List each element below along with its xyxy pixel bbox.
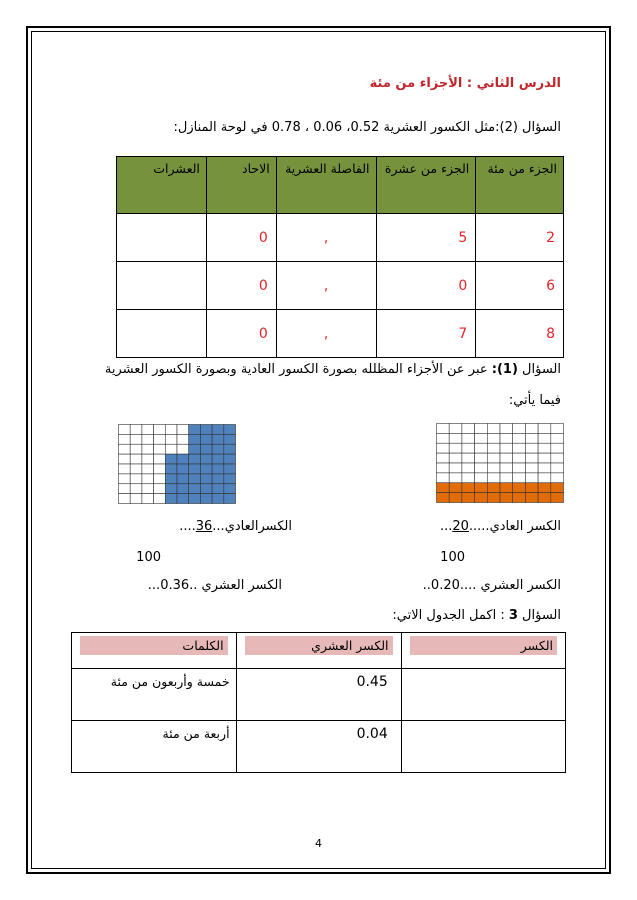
grid-cell [130,484,142,494]
grid-cell [165,454,177,464]
table-row [117,214,564,262]
cell-ones: 0 [206,310,276,358]
header-words: الكلمات [72,633,237,669]
grid-cell [130,474,142,484]
question-3 [392,608,561,623]
cell-decimal-point: , [276,214,376,262]
grid-cell [212,464,224,474]
grid-cell [513,463,526,473]
question-3-number: 3 [508,608,518,623]
grid-cell [165,474,177,484]
grid-cell [177,454,189,464]
grid-cell [142,454,154,464]
cell-tens[interactable] [117,214,207,262]
grid-cell [513,424,526,434]
grid-cell [189,425,201,435]
grid-cell [449,473,462,483]
grid-cell [487,483,500,493]
grid-cell [500,453,513,463]
place-value-header-row [117,157,564,214]
grid-cell [449,424,462,434]
right-common-fraction [440,519,561,534]
grid-cell [437,483,450,493]
grid-cell [462,463,475,473]
grid-cell [142,484,154,494]
grid-cell [200,454,212,464]
grid-cell [513,473,526,483]
grid-cell [119,464,131,474]
grid-cell [142,434,154,444]
grid-cell [119,425,131,435]
lesson-title: الدرس الثاني : الأجزاء من مئة [369,76,561,91]
grid-cell [462,453,475,463]
grid-cell [119,454,131,464]
right-common-label: الكسر العادي [489,519,561,534]
grid-cell [500,483,513,493]
dots: .... [179,519,196,534]
grid-cell [224,474,236,484]
grid-cell [551,493,564,503]
grid-cell [200,494,212,504]
grid-cell [142,464,154,474]
grid-cell [130,464,142,474]
grid-cell [551,483,564,493]
cell-ones: 0 [206,262,276,310]
dots: ... [439,519,453,534]
grid-cell [200,425,212,435]
grid-cell [449,483,462,493]
grid-cell [437,443,450,453]
grid-cell [189,454,201,464]
grid-cell [437,463,450,473]
question-3-text: : اكمل الجدول الاتي: [392,608,509,623]
cell-words: خمسة وأربعون من مئة [72,669,237,721]
left-denominator: 100 [136,550,161,565]
table-row [117,310,564,358]
grid-cell [212,444,224,454]
question-1-number: (1): [491,362,518,377]
grid-cell [525,473,538,483]
grid-cell [142,474,154,484]
grid-cell [177,434,189,444]
grid-cell [538,493,551,503]
grid-cell [154,474,166,484]
grid-cell [538,424,551,434]
grid-cell [212,434,224,444]
grid-cell [525,433,538,443]
grid-cell [437,453,450,463]
grid-cell [154,494,166,504]
table-row [72,721,566,773]
grid-cell [449,433,462,443]
cell-decimal-point: , [276,262,376,310]
dots: ... [212,519,225,534]
header-fraction: الكسر [401,633,565,669]
grid-cell [551,463,564,473]
grid-cell [119,484,131,494]
grid-cell [449,463,462,473]
grid-cell [475,443,488,453]
grid-cell [475,433,488,443]
grid-cell [449,453,462,463]
cell-tenths: 5 [376,214,476,262]
grid-cell [513,443,526,453]
question-1-line-2: فيما يأتي: [508,393,561,408]
question-2 [174,120,561,135]
grid-cell [513,453,526,463]
header-hundredths: الجزء من مئة [476,157,564,214]
grid-cell [462,483,475,493]
grid-cell [487,443,500,453]
cell-hundredths: 2 [476,214,564,262]
grid-cell [551,443,564,453]
right-decimal-fraction [423,578,561,593]
grid-cell [177,444,189,454]
cell-words: أربعة من مئة [72,721,237,773]
question-1-prefix: السؤال [517,362,561,377]
grid-cell [525,443,538,453]
header-decimal-point: الفاصلة العشرية [276,157,376,214]
right-denominator: 100 [440,550,465,565]
completion-header-row [72,633,566,669]
grid-cell [487,433,500,443]
cell-ones: 0 [206,214,276,262]
grid-cell [500,424,513,434]
grid-cell [551,453,564,463]
grid-cell [154,434,166,444]
grid-cell [177,474,189,484]
grid-cell [551,433,564,443]
table-row [117,262,564,310]
grid-cell [487,424,500,434]
left-decimal-fraction [148,578,282,593]
grid-cell [487,473,500,483]
left-common-numerator: 36 [195,519,213,534]
grid-cell [538,483,551,493]
grid-cell [525,493,538,503]
grid-cell [154,444,166,454]
grid-cell [487,493,500,503]
grid-cell [177,484,189,494]
grid-cell [224,494,236,504]
grid-cell [200,464,212,474]
grid-cell [130,444,142,454]
grid-cell [525,453,538,463]
grid-cell [475,463,488,473]
grid-cell [200,484,212,494]
cell-tenths: 7 [376,310,476,358]
header-ones: الاحاد [206,157,276,214]
header-tens: العشرات [117,157,207,214]
grid-cell [224,444,236,454]
grid-cell [212,474,224,484]
question-2-text: مثل الكسور العشرية 0.52، 0.06 ، 0.78 في لوحة المنازل: [173,120,496,135]
grid-cell [224,434,236,444]
grid-cell [525,463,538,473]
grid-cell [475,493,488,503]
grid-cell [200,444,212,454]
grid-cell [437,433,450,443]
left-common-fraction [179,519,292,534]
grid-cell [462,493,475,503]
grid-cell [212,494,224,504]
grid-cell [165,434,177,444]
grid-cell [142,425,154,435]
grid-cell [177,494,189,504]
question-2-prefix: السؤال (2): [495,120,561,135]
grid-cell [500,493,513,503]
grid-cell [500,433,513,443]
grid-cell [475,453,488,463]
grid-cell [212,484,224,494]
grid-cell [538,433,551,443]
cell-tenths: 0 [376,262,476,310]
grid-cell [437,473,450,483]
grid-cell [130,454,142,464]
dots: ..... [468,519,490,534]
grid-cell [538,463,551,473]
grid-cell [189,434,201,444]
grid-cell [551,473,564,483]
grid-cell [513,493,526,503]
cell-decimal-point: , [276,310,376,358]
grid-cell [538,473,551,483]
grid-cell [525,424,538,434]
grid-cell [513,433,526,443]
grid-cell [551,424,564,434]
grid-cell [154,484,166,494]
grid-cell [130,494,142,504]
right-common-numerator: 20 [452,519,469,534]
grid-cell [224,425,236,435]
grid-cell [130,434,142,444]
cell-hundredths: 6 [476,262,564,310]
grid-cell [165,484,177,494]
grid-cell [142,444,154,454]
header-tenths: الجزء من عشرة [376,157,476,214]
grid-cell [200,434,212,444]
grid-cell [200,474,212,484]
header-decimal: الكسر العشري [236,633,401,669]
grid-cell [119,474,131,484]
grid-cell [154,454,166,464]
grid-cell [165,444,177,454]
grid-cell [475,424,488,434]
place-value-table [116,156,564,358]
grid-cell [475,473,488,483]
grid-cell [142,494,154,504]
question-3-prefix: السؤال [517,608,561,623]
grid-cell [462,443,475,453]
grid-cell [437,424,450,434]
grid-cell [165,494,177,504]
grid-cell [177,425,189,435]
grid-cell [500,463,513,473]
grid-cell [513,483,526,493]
grid-cell [525,483,538,493]
left-decimal-value: ..0.36... [147,578,198,593]
grid-cell [165,464,177,474]
grid-cell [177,464,189,474]
hundred-grid-blue [118,424,236,504]
grid-cell [462,473,475,483]
grid-cell [462,433,475,443]
left-common-label: الكسرالعادي [224,519,292,534]
grid-cell [475,483,488,493]
hundred-grid-orange [436,423,564,503]
grid-cell [212,454,224,464]
grid-cell [119,444,131,454]
grid-cell [224,484,236,494]
grid-cell [189,474,201,484]
grid-cell [449,443,462,453]
grid-cell [119,494,131,504]
cell-tens[interactable] [117,262,207,310]
grid-cell [154,464,166,474]
grid-cell [437,493,450,503]
cell-tens[interactable] [117,310,207,358]
grid-cell [165,425,177,435]
question-1 [105,362,561,377]
grid-cell [538,453,551,463]
question-1-text: عبر عن الأجزاء المظلله بصورة الكسور العادية وبصورة الكسور العشرية [104,362,492,377]
cell-decimal: 0.45 [236,669,401,721]
grid-cell [189,464,201,474]
page-number: 4 [315,837,322,850]
grid-cell [500,443,513,453]
right-decimal-label: الكسر العشري [480,578,561,593]
grid-cell [538,443,551,453]
grid-cell [449,493,462,503]
grid-cell [119,434,131,444]
cell-hundredths: 8 [476,310,564,358]
grid-cell [500,473,513,483]
grid-cell [189,444,201,454]
grid-cell [487,463,500,473]
grid-cell [462,424,475,434]
cell-fraction[interactable] [401,669,565,721]
cell-decimal: 0.04 [236,721,401,773]
cell-fraction[interactable] [401,721,565,773]
table-row [72,669,566,721]
grid-cell [212,425,224,435]
grid-cell [189,494,201,504]
right-decimal-value: ....0.20.. [422,578,477,593]
grid-cell [130,425,142,435]
left-decimal-label: الكسر العشري [201,578,282,593]
grid-cell [224,454,236,464]
grid-cell [154,425,166,435]
grid-cell [224,464,236,474]
grid-cell [189,484,201,494]
completion-table [71,632,566,773]
grid-cell [487,453,500,463]
